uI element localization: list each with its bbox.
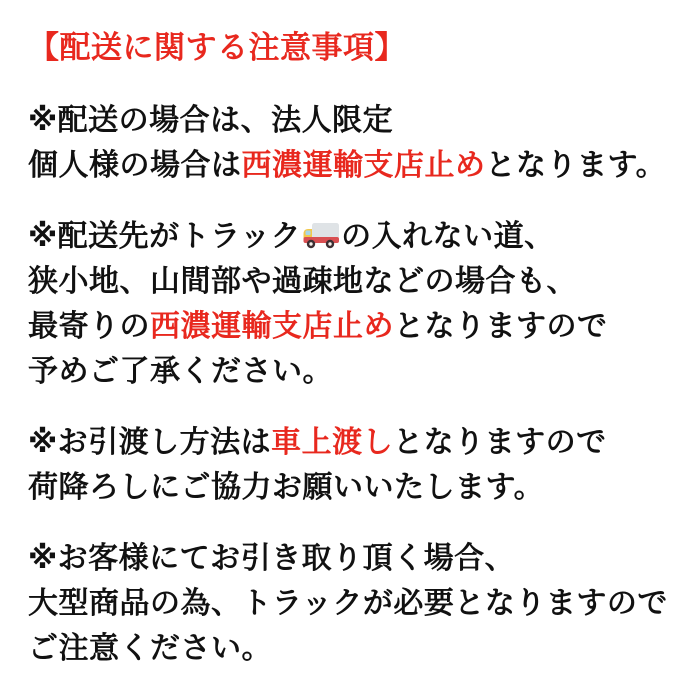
- text-segment: となりますので: [393, 425, 607, 460]
- notice-line: [28, 143, 680, 188]
- text-segment: 最寄りの: [28, 309, 150, 344]
- text-segment: 予めご了承ください。: [28, 354, 333, 389]
- delivery-truck-icon: [302, 217, 340, 245]
- notice-line: [28, 626, 680, 671]
- notice-line: [28, 349, 680, 394]
- text-segment: ※配送先がトラック: [28, 219, 302, 254]
- notice-line: [28, 420, 680, 465]
- notice-title: 【配送に関する注意事項】: [28, 30, 406, 66]
- text-segment: 荷降ろしにご協力お願いいたします。: [28, 470, 545, 505]
- notice-line: [28, 98, 680, 143]
- paragraph-corporate-only: [28, 98, 680, 188]
- paragraph-handover-method: [28, 420, 680, 510]
- notice-line: [28, 465, 680, 510]
- notice-line: [28, 536, 680, 581]
- notice-line: [28, 581, 680, 626]
- text-segment: ※配送の場合は、法人限定: [28, 103, 394, 138]
- notice-line: [28, 304, 680, 349]
- notice-line: [28, 259, 680, 304]
- highlight-branch-hold: 西濃運輸支店止め: [241, 148, 486, 183]
- highlight-branch-hold: 西濃運輸支店止め: [150, 309, 394, 344]
- text-segment: ご注意ください。: [28, 631, 272, 666]
- text-segment: となりますので: [394, 309, 608, 344]
- text-segment: ※お客様にてお引き取り頂く場合、: [28, 541, 516, 576]
- highlight-tailgate-delivery: 車上渡し: [271, 425, 394, 460]
- text-segment: の入れない道、: [341, 219, 555, 254]
- text-segment: ※お引渡し方法は: [28, 425, 272, 460]
- text-segment: 狭小地、山間部や過疎地などの場合も、: [28, 264, 577, 299]
- notice-line: [28, 214, 680, 259]
- paragraph-customer-pickup: [28, 536, 680, 671]
- text-segment: 個人様の場合は: [28, 148, 242, 183]
- text-segment: となります。: [485, 148, 667, 183]
- text-segment: 大型商品の為、トラックが必要となりますので: [28, 586, 668, 621]
- paragraph-truck-access: [28, 214, 680, 394]
